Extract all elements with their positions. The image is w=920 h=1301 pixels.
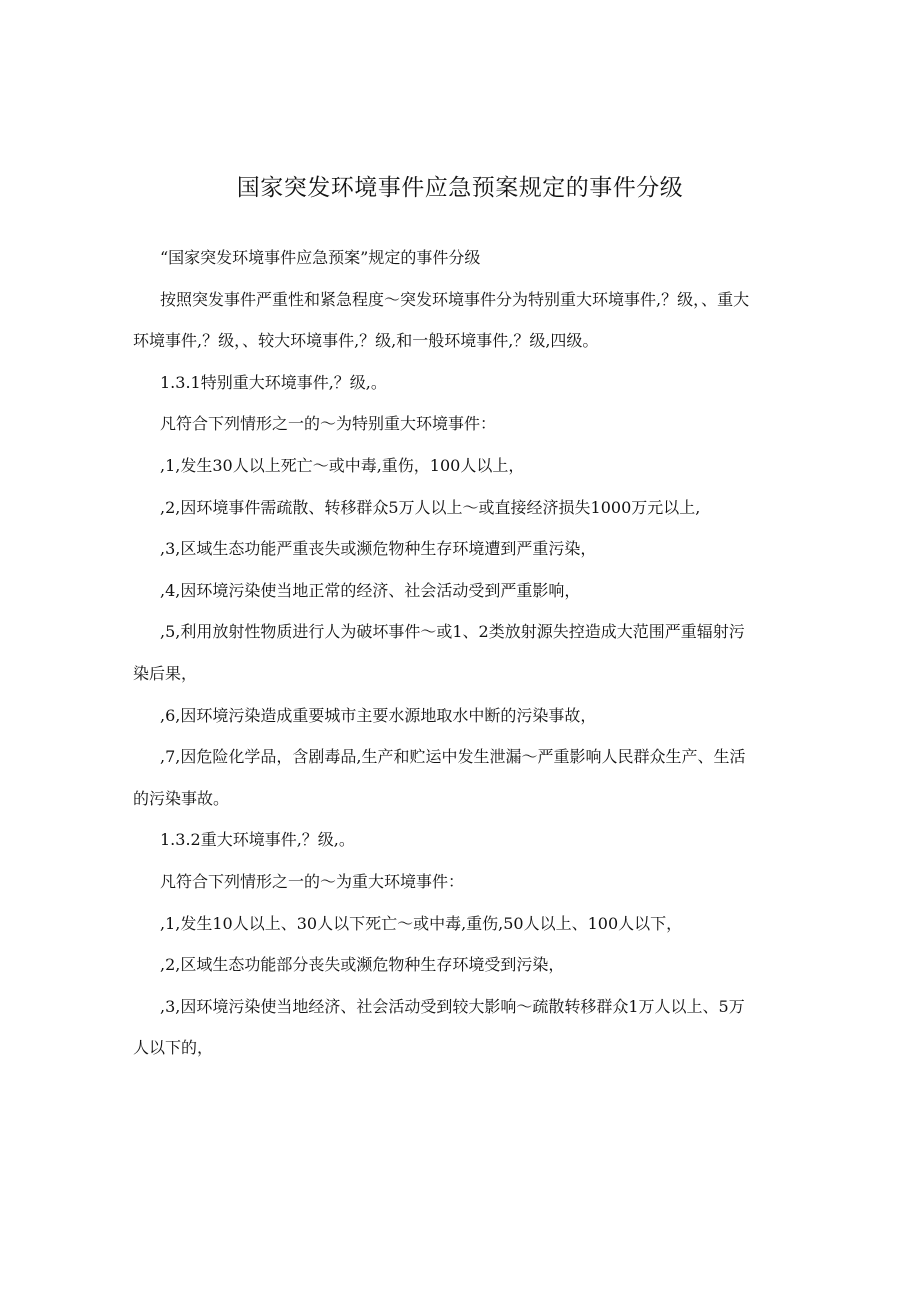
list-item: ,2,因环境事件需疏散、转移群众5万人以上～或直接经济损失1000万元以上, — [160, 497, 701, 517]
list-item: ,4,因环境污染使当地正常的经济、社会活动受到严重影响， — [160, 580, 581, 600]
document-body — [133, 237, 753, 1069]
paragraph-criteria-intro: 凡符合下列情形之一的～为特别重大环境事件： — [160, 414, 497, 434]
paragraph-subtitle: “国家突发环境事件应急预案”规定的事件分级 — [160, 248, 481, 267]
paragraph-criteria-intro: 凡符合下列情形之一的～为重大环境事件： — [160, 871, 465, 891]
list-item: ,3,因环境污染使当地经济、社会活动受到较大影响～疏散转移群众1万人以上、5万人以下的， — [133, 996, 745, 1058]
list-item: ,6,因环境污染造成重要城市主要水源地取水中断的污染事故， — [160, 705, 597, 725]
list-item: ,3,区域生态功能严重丧失或濒危物种生存环境遭到严重污染， — [160, 539, 597, 559]
paragraph-classification-intro: 按照突发事件严重性和紧急程度～突发环境事件分为特别重大环境事件,？级，、重大环境事件,？级，、较大环境事件,？级,和一般环境事件,？级,四级。 — [133, 289, 750, 351]
list-item: ,2,区域生态功能部分丧失或濒危物种生存环境受到污染， — [160, 955, 565, 975]
list-item: ,1,发生30人以上死亡～或中毒,重伤，100人以上， — [160, 455, 525, 475]
list-item: ,1,发生10人以上、30人以下死亡～或中毒,重伤,50人以上、100人以下， — [160, 913, 683, 933]
section-heading-1-3-2: 1.3.2重大环境事件,？级,。 — [160, 830, 355, 850]
list-item: ,5,利用放射性物质进行人为破坏事件～或1、2类放射源失控造成大范围严重辐射污染后果， — [133, 622, 745, 683]
list-item: ,7,因危险化学品，含剧毒品,生产和贮运中发生泄漏～严重影响人民群众生产、生活的污染事故。 — [133, 747, 746, 808]
section-heading-1-3-1: 1.3.1特别重大环境事件,？级,。 — [160, 372, 387, 392]
document-title: 国家突发环境事件应急预案规定的事件分级 — [236, 175, 684, 201]
